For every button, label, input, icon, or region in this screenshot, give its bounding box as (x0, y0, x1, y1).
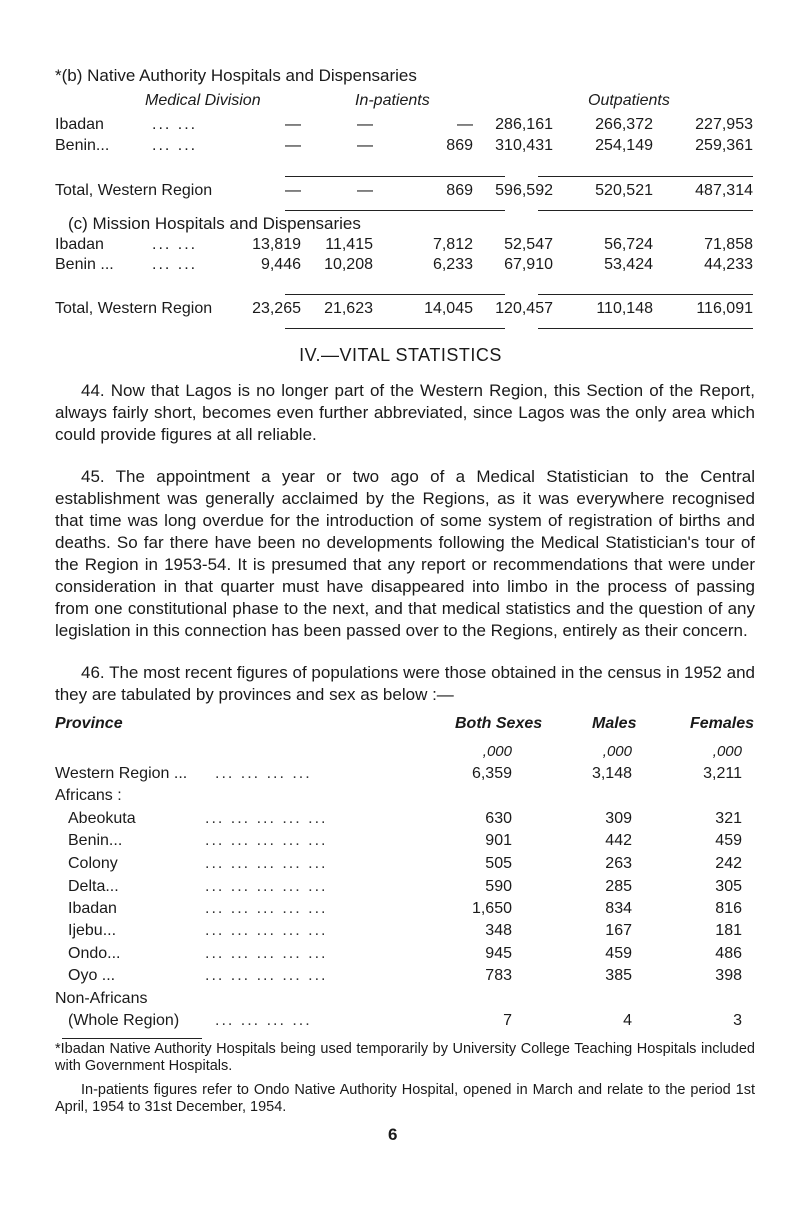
pop-leader-dots: ... ... ... ... (215, 765, 312, 782)
pop-province-label: Ibadan (68, 900, 117, 917)
pop-header-province: Province (55, 715, 123, 732)
table-cell: 52,547 (504, 236, 553, 253)
pop-province-label: Ijebu... (68, 922, 117, 939)
paragraph-45 (55, 466, 755, 642)
pop-province-label: Ondo... (68, 945, 121, 962)
pop-cell-females: 816 (715, 900, 742, 917)
pop-cell-both: 6,359 (471, 765, 512, 782)
table-cell: 71,858 (704, 236, 753, 253)
pop-unit-males: ,000 (602, 743, 632, 760)
table-cell: 44,233 (704, 256, 753, 273)
table-cell: 286,161 (495, 116, 553, 133)
pop-cell-males: 167 (605, 922, 632, 939)
table-cell: — (357, 137, 373, 154)
pop-province-label: Non-Africans (55, 990, 148, 1007)
total-label: Total, Western Region (55, 300, 213, 317)
paragraph-46-text: 46. The most recent figures of populations were those obtained in the census in 1952 and they are tabulated by provinces and sex as below :— (55, 663, 755, 704)
pop-leader-dots: ... ... ... ... ... (205, 878, 328, 895)
table-cell: — (285, 137, 301, 154)
row-label: Ibadan (55, 116, 104, 133)
pop-province-label: Western Region ... (55, 765, 188, 782)
table-cell: 310,431 (495, 137, 553, 154)
footnote-rule (62, 1038, 202, 1039)
table-cell: — (285, 116, 301, 133)
total-label: Total, Western Region (55, 182, 213, 199)
section-c-heading: (c) Mission Hospitals and Dispensaries (68, 214, 361, 233)
pop-leader-dots: ... ... ... ... ... (205, 900, 328, 917)
pop-cell-both: 945 (485, 945, 512, 962)
rule (285, 176, 505, 177)
pop-cell-both: 7 (503, 1012, 512, 1029)
pop-unit-both: ,000 (482, 743, 512, 760)
footnote-2: In-patients figures refer to Ondo Native Authority Hospital, opened in March and relate to the period 1st April, 1954 to 31st December, 1954. (55, 1082, 755, 1115)
row-label: Benin ... (55, 256, 114, 273)
pop-province-label: Oyo ... (68, 967, 116, 984)
pop-leader-dots: ... ... ... ... ... (205, 922, 328, 939)
rule (538, 294, 753, 295)
total-cell: 110,148 (596, 300, 653, 317)
row-leader-dots: ... ... (152, 137, 198, 154)
section-title: IV.—VITAL STATISTICS (299, 345, 502, 365)
pop-cell-males: 4 (623, 1012, 632, 1029)
pop-cell-males: 834 (605, 900, 632, 917)
table-cell: 227,953 (695, 116, 753, 133)
table-cell: 56,724 (604, 236, 653, 253)
table-cell: 266,372 (595, 116, 653, 133)
col-inpatients: In-patients (355, 92, 430, 109)
rule (285, 328, 505, 329)
pop-cell-both: 630 (485, 810, 512, 827)
total-cell: 520,521 (595, 182, 653, 199)
pop-province-label: Abeokuta (68, 810, 136, 827)
pop-cell-males: 442 (605, 832, 632, 849)
total-cell: 21,623 (324, 300, 373, 317)
total-cell: 869 (446, 182, 473, 199)
rule (538, 328, 753, 329)
table-cell: 11,415 (325, 236, 373, 253)
total-cell: — (285, 182, 301, 199)
pop-province-label: Delta... (68, 878, 119, 895)
pop-cell-males: 3,148 (591, 765, 632, 782)
table-cell: 53,424 (604, 256, 653, 273)
rule (285, 210, 505, 211)
pop-cell-females: 398 (715, 967, 742, 984)
pop-leader-dots: ... ... ... ... ... (205, 810, 328, 827)
pop-cell-females: 181 (715, 922, 742, 939)
rule (285, 294, 505, 295)
pop-header-males: Males (592, 715, 637, 732)
table-cell: — (457, 116, 473, 133)
pop-unit-females: ,000 (712, 743, 742, 760)
table-cell: 259,361 (695, 137, 753, 154)
pop-cell-males: 285 (605, 878, 632, 895)
pop-leader-dots: ... ... ... ... (215, 1012, 312, 1029)
total-cell: — (357, 182, 373, 199)
row-label: Benin... (55, 137, 110, 154)
pop-cell-males: 309 (605, 810, 632, 827)
table-cell: 254,149 (595, 137, 653, 154)
pop-leader-dots: ... ... ... ... ... (205, 945, 328, 962)
table-cell: 869 (446, 137, 473, 154)
table-cell: 6,233 (432, 256, 473, 273)
pop-leader-dots: ... ... ... ... ... (205, 967, 328, 984)
pop-cell-females: 321 (715, 810, 742, 827)
pop-cell-both: 1,650 (471, 900, 512, 917)
pop-cell-both: 783 (485, 967, 512, 984)
paragraph-45-text: 45. The appointment a year or two ago of a Medical Statistician to the Central establishment was generally acclaimed by the Regions, as it was everywhere recognised that time was long overdue for the introduction of some system of registration of births and deaths. So far there have been no developments following the Medical Statistician's tour of the Region in 1953-54. It is presumed that any report or recommendations that were under consideration in that quarter must have disappeared into limbo in the process of passing from one constitutional phase to the next, and that medical statistics and the question of any legislation in this connection has been passed over to the Regions, entirely as their concern. (55, 467, 755, 640)
pop-province-label: Colony (68, 855, 118, 872)
pop-province-label: Africans : (55, 787, 122, 804)
pop-cell-both: 901 (485, 832, 512, 849)
pop-cell-males: 263 (605, 855, 632, 872)
row-leader-dots: ... ... (152, 116, 198, 133)
table-cell: 13,819 (252, 236, 301, 253)
pop-leader-dots: ... ... ... ... ... (205, 832, 328, 849)
section-b-heading: *(b) Native Authority Hospitals and Dispensaries (55, 66, 417, 85)
pop-province-label: (Whole Region) (68, 1012, 180, 1029)
pop-cell-both: 590 (485, 878, 512, 895)
table-cell: — (357, 116, 373, 133)
total-cell: 120,457 (495, 300, 553, 317)
table-cell: 67,910 (504, 256, 553, 273)
pop-cell-females: 3,211 (703, 765, 742, 782)
col-medical-division: Medical Division (145, 92, 261, 109)
pop-cell-males: 459 (605, 945, 632, 962)
pop-cell-females: 305 (715, 878, 742, 895)
pop-cell-males: 385 (605, 967, 632, 984)
row-label: Ibadan (55, 236, 104, 253)
pop-cell-females: 3 (733, 1012, 742, 1029)
table-cell: 9,446 (260, 256, 301, 273)
paragraph-44 (55, 380, 755, 446)
footnote-1: *Ibadan Native Authority Hospitals being used temporarily by University College Teaching Hospitals included with Government Hospitals. (55, 1041, 755, 1074)
total-cell: 23,265 (252, 300, 301, 317)
paragraph-44-text: 44. Now that Lagos is no longer part of the Western Region, this Section of the Report, always fairly short, becomes even further abbreviated, since Lagos was the only area which could provide figures at all reliable. (55, 381, 755, 444)
paragraph-46 (55, 662, 755, 706)
rule (538, 210, 753, 211)
total-cell: 487,314 (695, 182, 753, 199)
rule (538, 176, 753, 177)
pop-header-both: Both Sexes (455, 715, 543, 732)
pop-header-females: Females (690, 715, 755, 732)
total-cell: 14,045 (424, 300, 473, 317)
pop-cell-females: 242 (715, 855, 742, 872)
table-cell: 10,208 (324, 256, 373, 273)
col-outpatients: Outpatients (588, 92, 670, 109)
pop-leader-dots: ... ... ... ... ... (205, 855, 328, 872)
pop-cell-both: 505 (485, 855, 512, 872)
page-number: 6 (388, 1125, 398, 1144)
total-cell: 116,091 (696, 300, 753, 317)
row-leader-dots: ... ... (152, 256, 198, 273)
pop-cell-females: 459 (715, 832, 742, 849)
table-cell: 7,812 (432, 236, 473, 253)
pop-cell-females: 486 (715, 945, 742, 962)
total-cell: 596,592 (495, 182, 553, 199)
pop-province-label: Benin... (68, 832, 123, 849)
pop-cell-both: 348 (485, 922, 512, 939)
row-leader-dots: ... ... (152, 236, 198, 253)
